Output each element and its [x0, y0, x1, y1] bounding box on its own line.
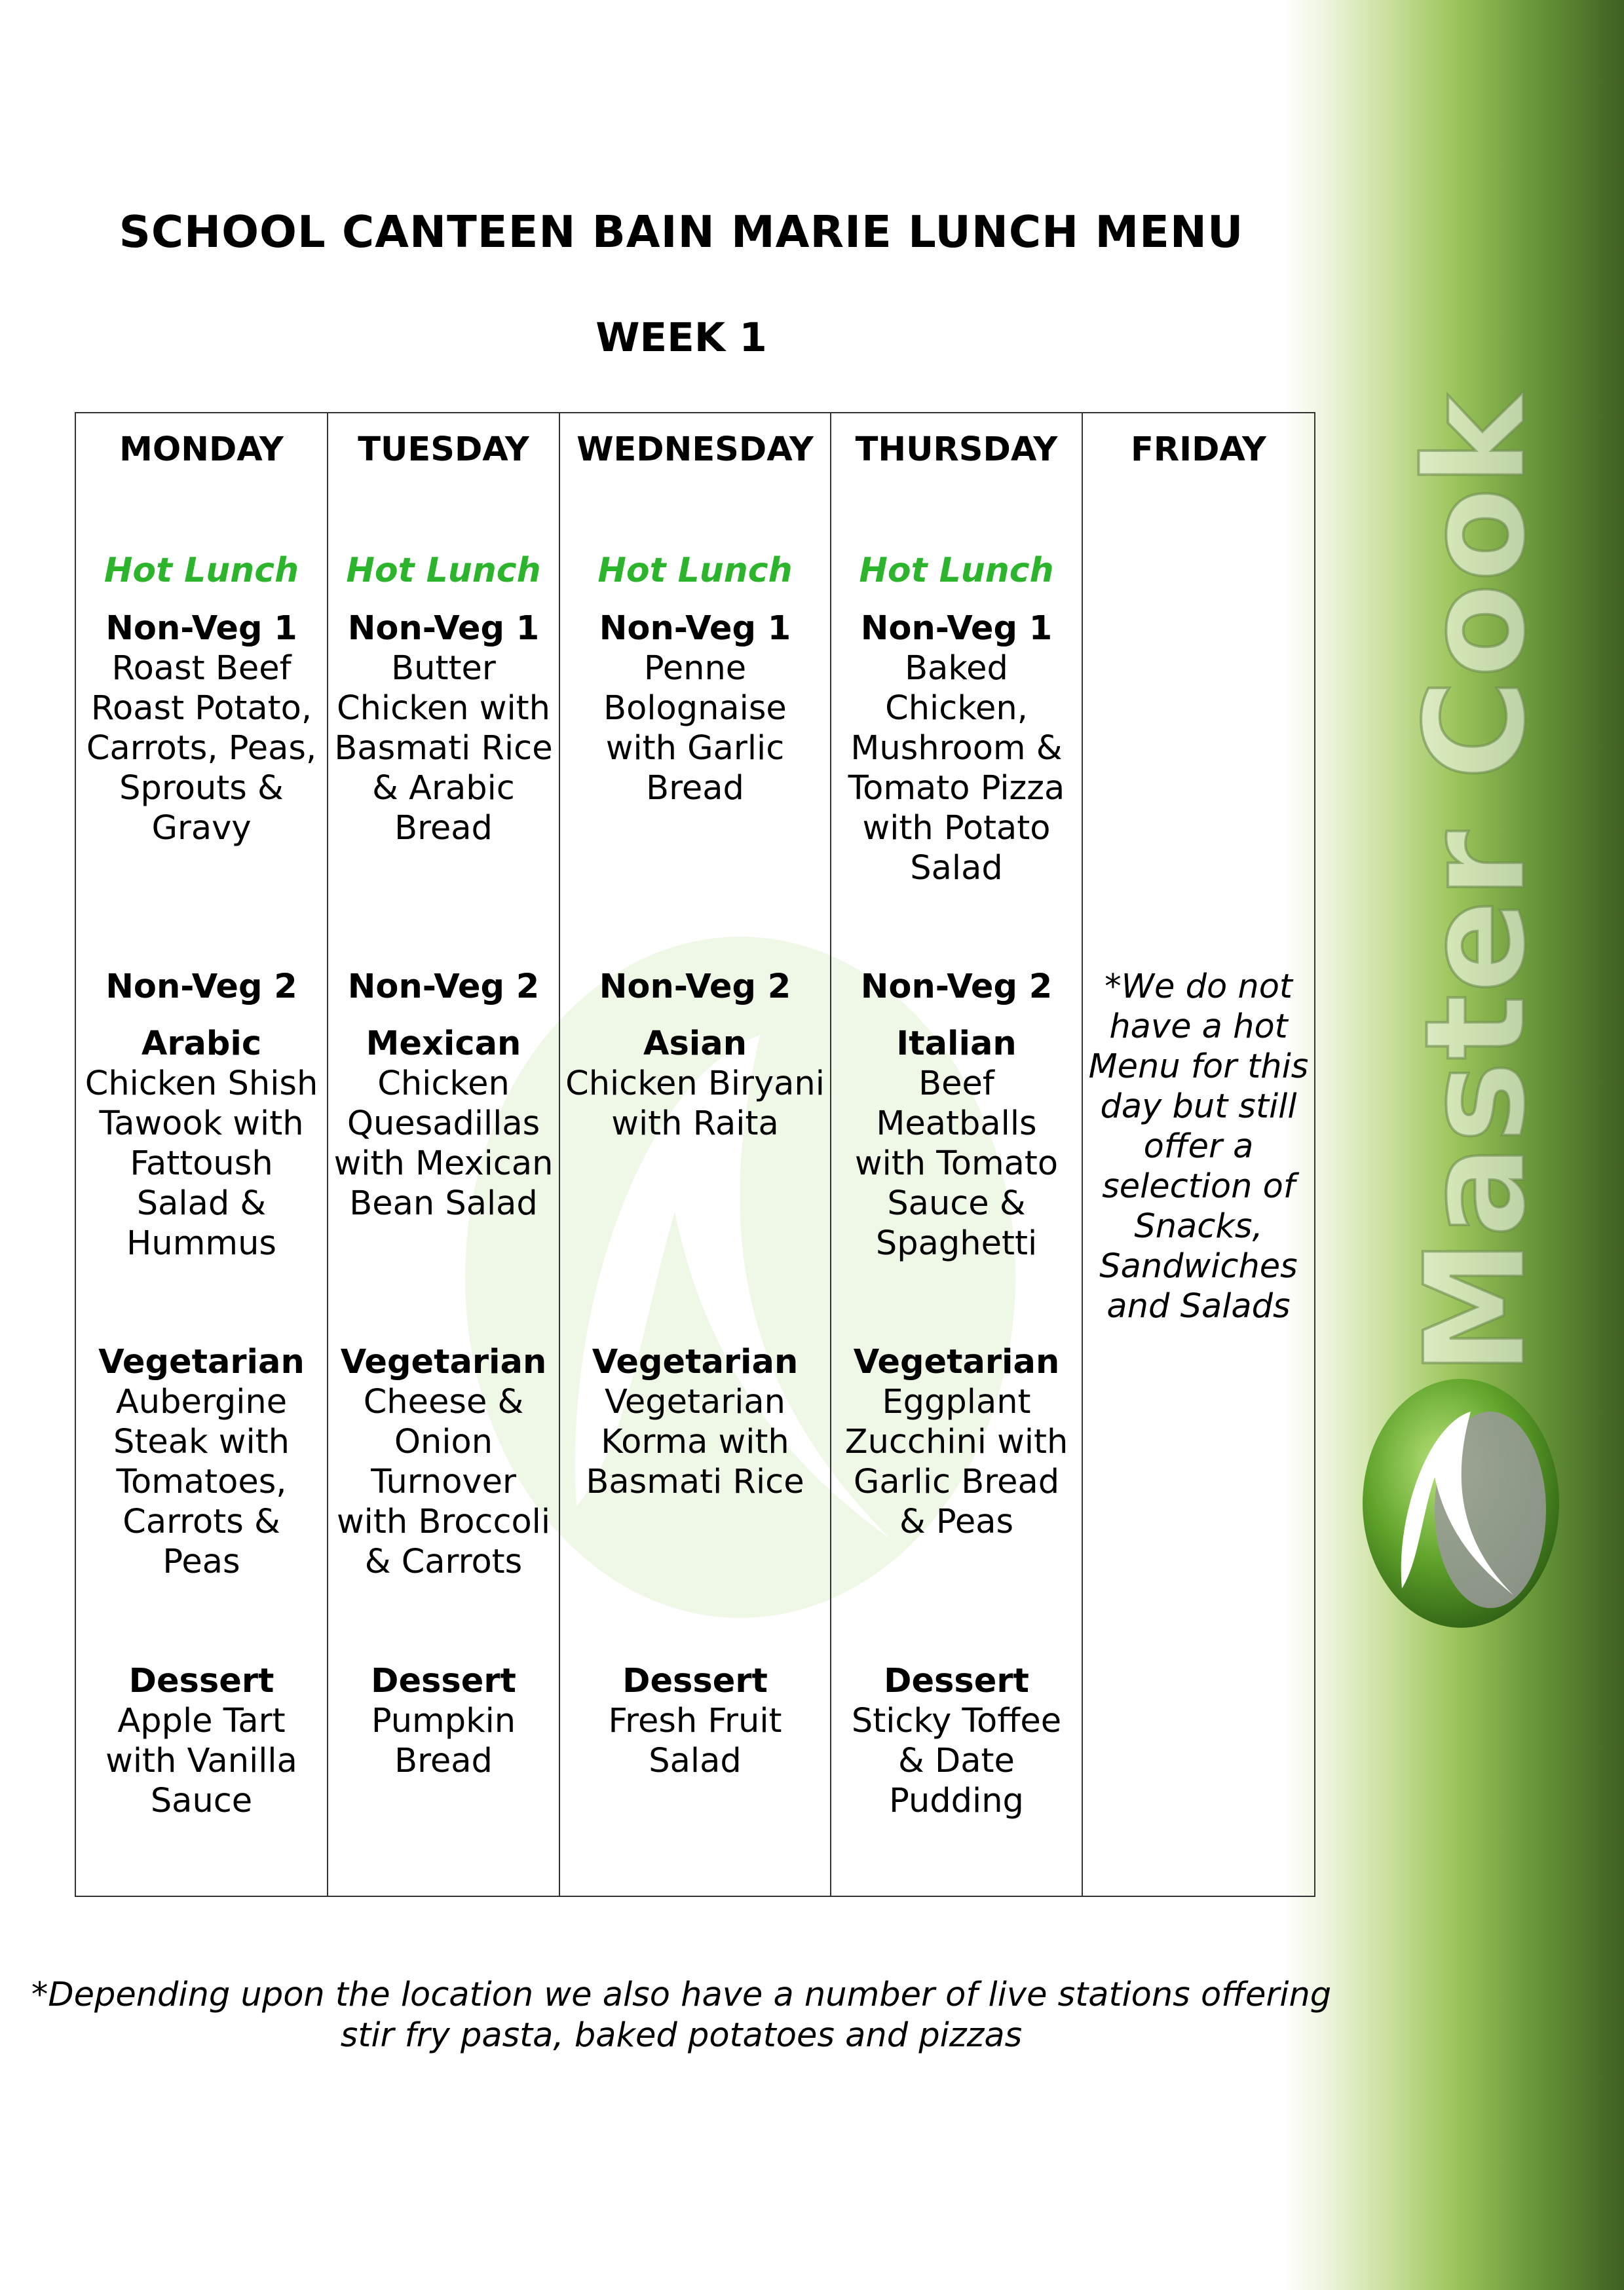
vegetarian-heading: Vegetarian [98, 1343, 305, 1381]
dessert-heading: Dessert [884, 1662, 1029, 1700]
non-veg-2-heading: Non-Veg 2 [860, 967, 1053, 1006]
day-header: WEDNESDAY [576, 430, 814, 469]
non-veg-2-cuisine: Asian [643, 1024, 747, 1063]
dessert-item [328, 1661, 559, 1781]
non-veg-2-dish: Chicken Quesadillas with Mexican Bean Salad [333, 1064, 554, 1223]
vegetarian-dish: Cheese & Onion Turnover with Broccoli & Carrots [336, 1383, 551, 1581]
week-label: WEEK 1 [595, 314, 767, 361]
hot-lunch-label: Hot Lunch [104, 551, 299, 590]
page-title: SCHOOL CANTEEN BAIN MARIE LUNCH MENU [119, 206, 1244, 257]
day-header: TUESDAY [358, 430, 529, 469]
non-veg-2-heading: Non-Veg 2 [105, 967, 297, 1006]
dessert-item [831, 1661, 1082, 1821]
non-veg-2-item [831, 967, 1082, 1264]
hot-lunch-label: Hot Lunch [346, 551, 541, 590]
vegetarian-heading: Vegetarian [592, 1343, 799, 1381]
non-veg-2-item [76, 967, 327, 1264]
non-veg-1-item [560, 609, 830, 808]
dessert-dish: Apple Tart with Vanilla Sauce [105, 1702, 297, 1820]
non-veg-1-dish: Baked Chicken, Mushroom & Tomato Pizza with Potato Salad [848, 649, 1065, 888]
non-veg-2-cuisine: Arabic [141, 1024, 262, 1063]
vegetarian-dish: Vegetarian Korma with Basmati Rice [586, 1383, 804, 1501]
vegetarian-item [328, 1342, 559, 1582]
non-veg-2-item [560, 967, 830, 1144]
non-veg-1-item [831, 609, 1082, 888]
non-veg-1-heading: Non-Veg 1 [347, 609, 540, 648]
non-veg-2-cuisine: Mexican [366, 1024, 521, 1063]
dessert-item [76, 1661, 327, 1821]
non-veg-2-dish: Chicken Shish Tawook with Fattoush Salad & Hummus [85, 1064, 318, 1263]
footnote: *Depending upon the location we also have a number of live stations offering stir fry pasta, baked potatoes and pizzas [31, 1976, 1332, 2055]
column-tuesday [328, 413, 560, 1896]
column-wednesday [560, 413, 831, 1896]
friday-note: *We do not have a hot Menu for this day but still offer a selection of Snacks, Sandwiches and Salads [1088, 967, 1309, 1326]
vegetarian-heading: Vegetarian [340, 1343, 547, 1381]
menu-table [75, 412, 1315, 1897]
vegetarian-item [76, 1342, 327, 1582]
non-veg-1-item [76, 609, 327, 848]
non-veg-1-dish: Roast Beef Roast Potato, Carrots, Peas, Sprouts & Gravy [86, 649, 317, 848]
non-veg-2-heading: Non-Veg 2 [347, 967, 540, 1006]
non-veg-2-item [328, 967, 559, 1224]
non-veg-1-dish: Butter Chicken with Basmati Rice & Arabic Bread [334, 649, 553, 848]
column-friday [1083, 413, 1314, 1896]
vegetarian-dish: Aubergine Steak with Tomatoes, Carrots & Peas [113, 1383, 290, 1581]
day-header: FRIDAY [1131, 430, 1266, 469]
dessert-dish: Sticky Toffee & Date Pudding [851, 1702, 1062, 1820]
master-cook-logo-icon [1356, 1372, 1579, 1634]
hot-lunch-label: Hot Lunch [597, 551, 793, 590]
dessert-dish: Fresh Fruit Salad [608, 1702, 782, 1780]
non-veg-2-cuisine: Italian [896, 1024, 1017, 1063]
column-monday [76, 413, 328, 1896]
column-thursday [831, 413, 1083, 1896]
non-veg-2-heading: Non-Veg 2 [599, 967, 791, 1006]
day-header: MONDAY [119, 430, 284, 469]
dessert-heading: Dessert [622, 1662, 768, 1700]
vegetarian-item [831, 1342, 1082, 1542]
dessert-heading: Dessert [371, 1662, 516, 1700]
vegetarian-dish: Eggplant Zucchini with Garlic Bread & Peas [844, 1383, 1068, 1541]
vegetarian-item [560, 1342, 830, 1502]
non-veg-1-heading: Non-Veg 1 [860, 609, 1053, 648]
hot-lunch-label: Hot Lunch [859, 551, 1054, 590]
vegetarian-heading: Vegetarian [853, 1343, 1060, 1381]
non-veg-2-dish: Chicken Biryani with Raita [565, 1064, 825, 1143]
dessert-heading: Dessert [128, 1662, 274, 1700]
non-veg-1-item [328, 609, 559, 848]
brand-wordmark: Master Cook [1395, 393, 1556, 1376]
non-veg-1-heading: Non-Veg 1 [105, 609, 297, 648]
dessert-dish: Pumpkin Bread [371, 1702, 516, 1780]
non-veg-2-dish: Beef Meatballs with Tomato Sauce & Spaghetti [854, 1064, 1059, 1263]
non-veg-1-dish: Penne Bolognaise with Garlic Bread [603, 649, 787, 808]
dessert-item [560, 1661, 830, 1781]
non-veg-1-heading: Non-Veg 1 [599, 609, 791, 648]
day-header: THURSDAY [855, 430, 1058, 469]
